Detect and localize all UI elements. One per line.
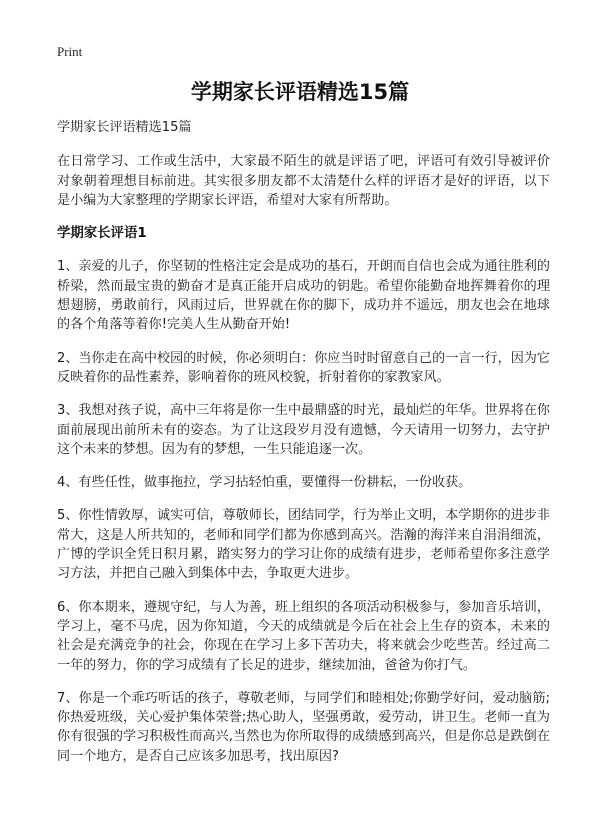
paragraph-4: 4、有些任性，做事拖拉，学习拈轻怕重，要懂得一份耕耘，一份收获。 xyxy=(57,475,472,491)
paragraph-7: 7、你是一个乖巧听话的孩子，尊敬老师，与同学们和睦相处;你勤学好问，爱动脑筋;你热爱班级，关心爱护集体荣誉;热心助人，坚强勇敢，爱劳动，讲卫生。老师一直为你有很强的学习积极性而高兴,当然也为你所取得的成绩感到高兴，但是你总是跌倒在同一个地方，是否自己应该多加思考，找出原因? xyxy=(57,690,550,764)
page-title: 学期家长评语精选15篇 xyxy=(190,80,410,104)
paragraph-5: 5、你性情敦厚，诚实可信，尊敬师长，团结同学，行为举止文明，本学期你的进步非常大，这是人所共知的，老师和同学们都为你感到高兴。浩瀚的海洋来自涓涓细流，广博的学识全凭日积月累，踏实努力的学习让你的成绩有进步，老师希望你多注意学习方法，并把自己融入到集体中去，争取更大进步。 xyxy=(57,508,550,582)
print-link[interactable]: Print xyxy=(57,44,83,59)
paragraph-3: 3、我想对孩子说，高中三年将是你一生中最鼎盛的时光，最灿烂的年华。世界将在你面前展现出前所未有的姿态。为了让这段岁月没有遗憾，今天请用一切努力，去守护这个未来的梦想。因为有的梦想，一生只能追逐一次。 xyxy=(57,403,550,457)
paragraph-6: 6、你本期来，遵规守纪，与人为善，班上组织的各项活动积极参与，参加音乐培训，学习上，毫不马虎，因为你知道，今天的成绩就是今后在社会上生存的资本，未来的社会是充满竞争的社会，你现在在学习上多下苦功夫，将来就会少吃些苦。经过高二一年的努力，你的学习成绩有了长足的进步，继续加油，爸爸为你打气。 xyxy=(57,599,550,673)
paragraph-2: 2、当你走在高中校园的时候，你必须明白：你应当时时留意自己的一言一行，因为它反映着你的品性素养，影响着你的班风校貌，折射着你的家教家风。 xyxy=(57,350,550,385)
section-heading: 学期家长评语1 xyxy=(57,226,147,242)
article-subtitle: 学期家长评语精选15篇 xyxy=(57,120,192,135)
intro-paragraph: 在日常学习、工作或生活中，大家最不陌生的就是评语了吧，评语可有效引导被评价对象朝着理想目标前进。其实很多朋友都不太清楚什么样的评语才是好的评语，以下是小编为大家整理的学期家长评语，希望对大家有所帮助。 xyxy=(57,154,550,208)
article-body xyxy=(57,118,550,780)
paragraph-1: 1、亲爱的儿子，你坚韧的性格注定会是成功的基石，开朗而自信也会成为通往胜利的桥梁，然而最宝贵的勤奋才是真正能开启成功的钥匙。希望你能勤奋地挥舞着你的理想翅膀，勇敢前行，风雨过后，世界就在你的脚下，成功并不遥远，朋友也会在地球的各个角落等着你!完美人生从勤奋开始! xyxy=(57,259,550,333)
